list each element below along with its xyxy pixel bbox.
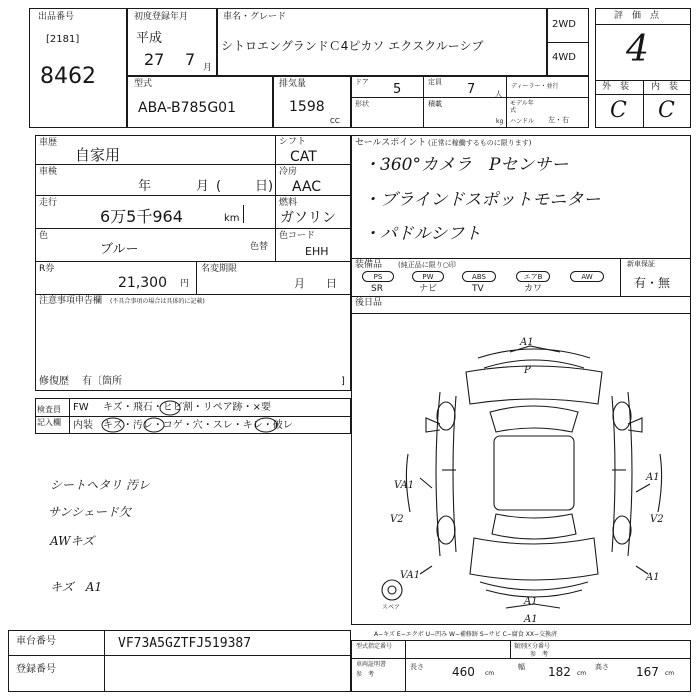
interior-items: キズ・汚レ・コゲ・穴・スレ・キレ・破レ	[103, 420, 293, 431]
lot-number: 8462	[40, 64, 96, 89]
width: 182	[548, 665, 571, 679]
handwritten-note-1: シートヘタリ 汚レ	[50, 478, 150, 492]
equipment-aw: AW	[570, 271, 604, 282]
color-change-label: 色替	[250, 242, 269, 252]
equipment-pw: PW	[412, 271, 444, 282]
mileage: 6万5千964	[100, 207, 183, 226]
model-code: ABA-B785G01	[138, 100, 236, 116]
inspection-month-unit: 月	[196, 179, 210, 194]
damage-legend: A−キズ E−エクボ U−凹み W−補修跡 S−サビ C−腐食 XX−交換済	[374, 631, 557, 638]
model-year-label: モデル年式	[510, 100, 534, 114]
selling-point-3: ・パドルシフト	[363, 224, 482, 244]
dimension-label: 車両証明書	[356, 661, 387, 668]
car-name: シトロエングランドＣ4ピカソ エクスクルーシブ	[221, 39, 484, 53]
tax-month-unit: 月	[294, 277, 305, 290]
registration-year: 27	[144, 50, 165, 69]
fuel-label: 燃料	[279, 198, 298, 208]
lot-code: [2181]	[46, 34, 80, 45]
grade-label: 評 価 点	[614, 11, 660, 21]
equipment-note: (純正品に限り○印	[398, 261, 456, 269]
overall-score: 4	[626, 29, 649, 70]
equipment-abs: ABS	[462, 271, 496, 282]
inspector-label: 検査員記入欄	[37, 405, 61, 427]
fuel: ガソリン	[280, 210, 336, 226]
damage-mark-front-p: P	[524, 365, 531, 376]
selling-points-label: セールスポイント	[355, 138, 427, 148]
ac: AAC	[292, 179, 322, 195]
interior-head: 内装	[73, 420, 93, 431]
damage-mark-right-rear: A1	[646, 572, 660, 583]
damage-mark-left-rear: VA1	[400, 570, 421, 581]
new-car-warranty-value: 有・無	[634, 276, 671, 290]
repair-value: 有〔箇所	[82, 376, 122, 387]
interior-grade: C	[658, 98, 675, 123]
equipment-tv: TV	[472, 284, 484, 294]
notes-small: (不具合事項の場合は具体的に記載)	[110, 298, 205, 305]
equipment-label: 装備品	[355, 260, 383, 270]
kg-unit: kg	[496, 118, 504, 125]
equipment-navi: ナビ	[419, 284, 438, 294]
doors-label: ドア	[355, 78, 369, 86]
interior-label: 内 装	[651, 82, 679, 92]
model-label: 型式	[134, 79, 153, 89]
equipment-airbag: エアB	[516, 271, 550, 282]
drive-2wd: 2WD	[552, 19, 576, 30]
new-car-warranty-label: 新車保証	[627, 260, 655, 268]
retrofit-label: 後日品	[355, 298, 383, 308]
capacity-unit: 人	[495, 90, 502, 98]
load-label: 積載	[428, 100, 442, 108]
era: 平成	[136, 31, 163, 46]
shape-label: 形状	[355, 100, 369, 108]
dimension-reference: 参 考	[356, 671, 375, 678]
selling-points-note: (正常に稼働するものに限ります)	[428, 139, 532, 147]
length: 460	[452, 665, 475, 679]
damage-mark-right-door: V2	[650, 514, 664, 525]
tax-label: 名変期限	[201, 264, 238, 274]
fw-items: キズ・飛石・ヒビ割・リペア跡・×要	[103, 402, 271, 413]
damage-mark-left-front: VA1	[394, 480, 415, 491]
selling-point-1: ・360°カメラ Pセンサー	[363, 155, 569, 175]
car-name-label: 車名・グレード	[223, 12, 287, 22]
width-unit: cm	[577, 670, 587, 677]
cc-unit: CC	[330, 117, 340, 125]
history-label: 車歴	[39, 138, 58, 148]
displacement-label: 排気量	[279, 79, 307, 89]
doors: 5	[393, 82, 402, 97]
vin-label: 車台番号	[16, 636, 56, 647]
color: ブルー	[100, 242, 139, 257]
mileage-label: 走行	[39, 198, 58, 208]
ac-label: 冷房	[279, 167, 298, 177]
lot-label: 出品番号	[38, 12, 75, 22]
color-label: 色	[39, 231, 49, 241]
equipment-ps: PS	[362, 271, 394, 282]
history: 自家用	[75, 146, 121, 164]
damage-mark-right-front: A1	[646, 472, 660, 483]
first-registration-label: 初度登録年月	[134, 12, 189, 22]
recycle-label: R券	[39, 264, 55, 274]
displacement: 1598	[289, 99, 325, 115]
recycle-fee: 21,300	[118, 275, 167, 291]
drive-4wd: 4WD	[552, 52, 576, 63]
type-designation-label: 型式指定番号	[356, 643, 393, 650]
km-unit: km	[224, 213, 240, 224]
equipment-sr: SR	[371, 284, 383, 294]
shift-label: シフト	[279, 137, 307, 147]
length-label: 長さ	[410, 663, 424, 671]
damage-mark-rear-bumper: A1	[524, 596, 538, 607]
handwritten-note-2: サンシェード欠	[48, 505, 131, 519]
color-code: EHH	[305, 245, 329, 258]
inspection-open-paren: (	[216, 179, 222, 194]
handle-value: 左・右	[548, 116, 569, 124]
height: 167	[636, 665, 659, 679]
color-code-label: 色コード	[279, 231, 316, 241]
vin: VF73A5GZTFJ519387	[118, 636, 252, 651]
handwritten-note-4: キズ A1	[50, 580, 103, 594]
dealer-label: ディーラー・並行	[511, 83, 559, 90]
equipment-leather: カワ	[524, 284, 543, 294]
registration-number-label: 登録番号	[16, 664, 56, 675]
reference-label: 参 考	[530, 651, 549, 658]
spare-label: スペア	[382, 604, 401, 611]
tax-day-unit: 日	[326, 277, 337, 290]
capacity-label: 定員	[428, 78, 442, 86]
repair-label: 修復歴	[39, 376, 69, 387]
selling-point-2: ・ブラインドスポットモニター	[363, 190, 601, 210]
handle-label: ハンドル	[510, 118, 535, 125]
height-label: 高さ	[595, 663, 609, 671]
exterior-label: 外 装	[602, 82, 630, 92]
yen-unit: 円	[180, 279, 190, 289]
notes-label: 注意事項申告欄	[39, 296, 103, 306]
classification-label: 類別区分番号	[514, 643, 551, 650]
registration-month-unit: 月	[203, 63, 213, 73]
exterior-grade: C	[610, 98, 627, 123]
registration-month: 7	[185, 50, 196, 69]
handwritten-note-3: AWキズ	[50, 534, 95, 548]
damage-mark-left-door: V2	[390, 514, 404, 525]
inspection-year-unit: 年	[138, 179, 152, 194]
damage-mark-trunk: A1	[524, 614, 538, 625]
repair-close: ]	[341, 376, 345, 387]
fw-head: FW	[73, 402, 89, 413]
damage-mark-front-bumper: A1	[520, 337, 534, 348]
width-label: 幅	[518, 663, 525, 671]
capacity: 7	[467, 82, 476, 97]
shift: CAT	[290, 149, 317, 165]
inspection-day-unit: 日)	[255, 179, 274, 194]
length-unit: cm	[485, 670, 495, 677]
height-unit: cm	[665, 670, 675, 677]
inspection-label: 車検	[39, 167, 58, 177]
